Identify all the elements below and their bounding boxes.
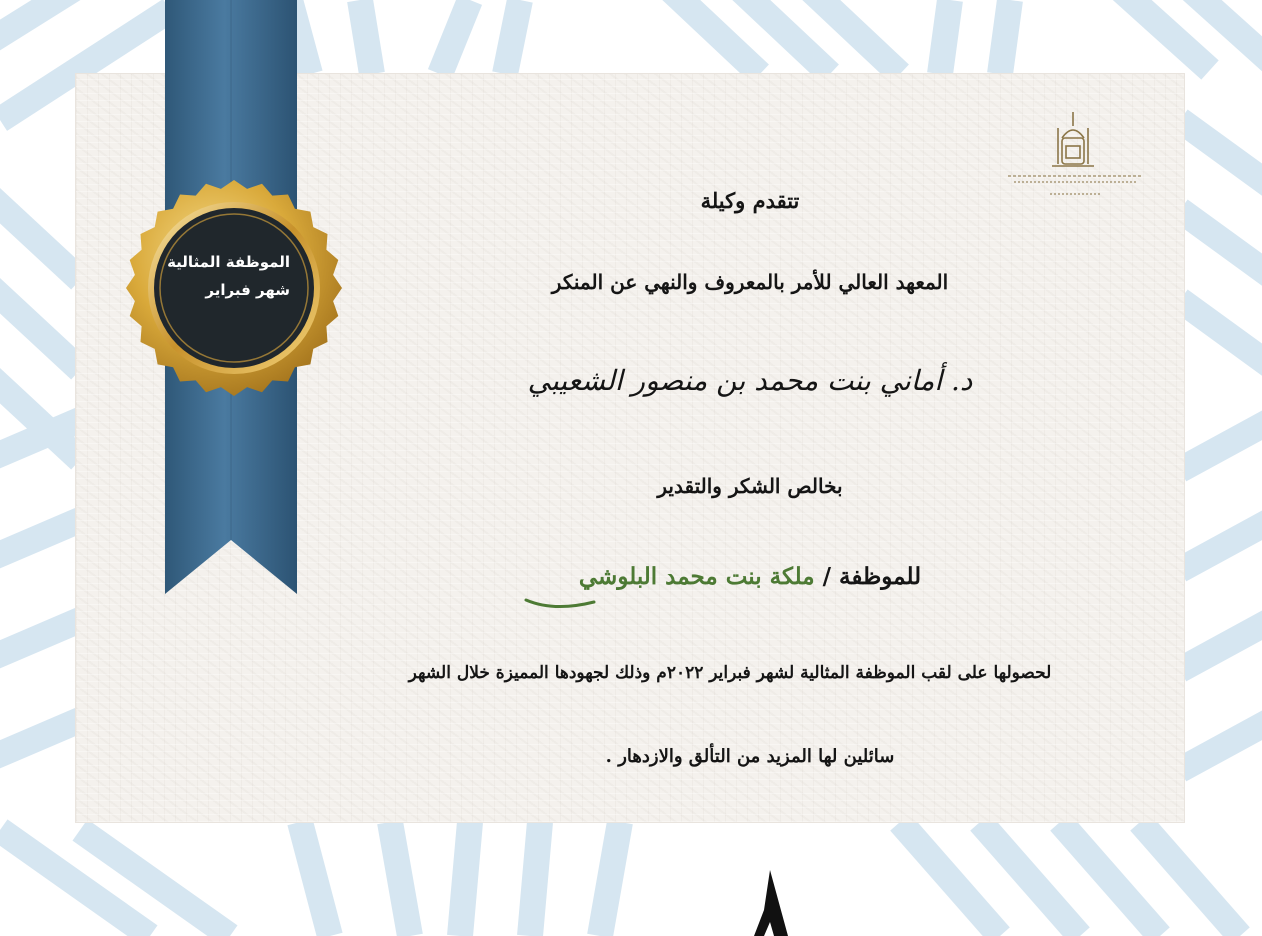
signatory-name: د. أماني بنت محمد بن منصور الشعيبي [527, 364, 973, 397]
reason-text: لحصولها على لقب الموظفة المثالية لشهر فبراير ٢٠٢٢م وذلك لجهودها المميزة خلال الشهر [408, 663, 1052, 683]
intro-text: تتقدم وكيلة [700, 188, 800, 213]
employee-name: ملكة بنت محمد البلوشي [578, 563, 815, 590]
institute-name: المعهد العالي للأمر بالمعروف والنهي عن المنكر [551, 270, 949, 294]
thanks-text: بخالص الشكر والتقدير [657, 474, 843, 498]
employee-prefix: للموظفة / [822, 563, 922, 590]
wish-text: سائلين لها المزيد من التألق والازدهار . [605, 746, 895, 767]
seal-title: الموظفة المثالية [167, 253, 290, 271]
seal-month: شهر فبراير [205, 281, 290, 299]
employee-line [420, 563, 1080, 590]
bottom-mark-glyph [740, 862, 800, 936]
name-flourish [524, 596, 596, 610]
seal-caption [140, 248, 290, 304]
